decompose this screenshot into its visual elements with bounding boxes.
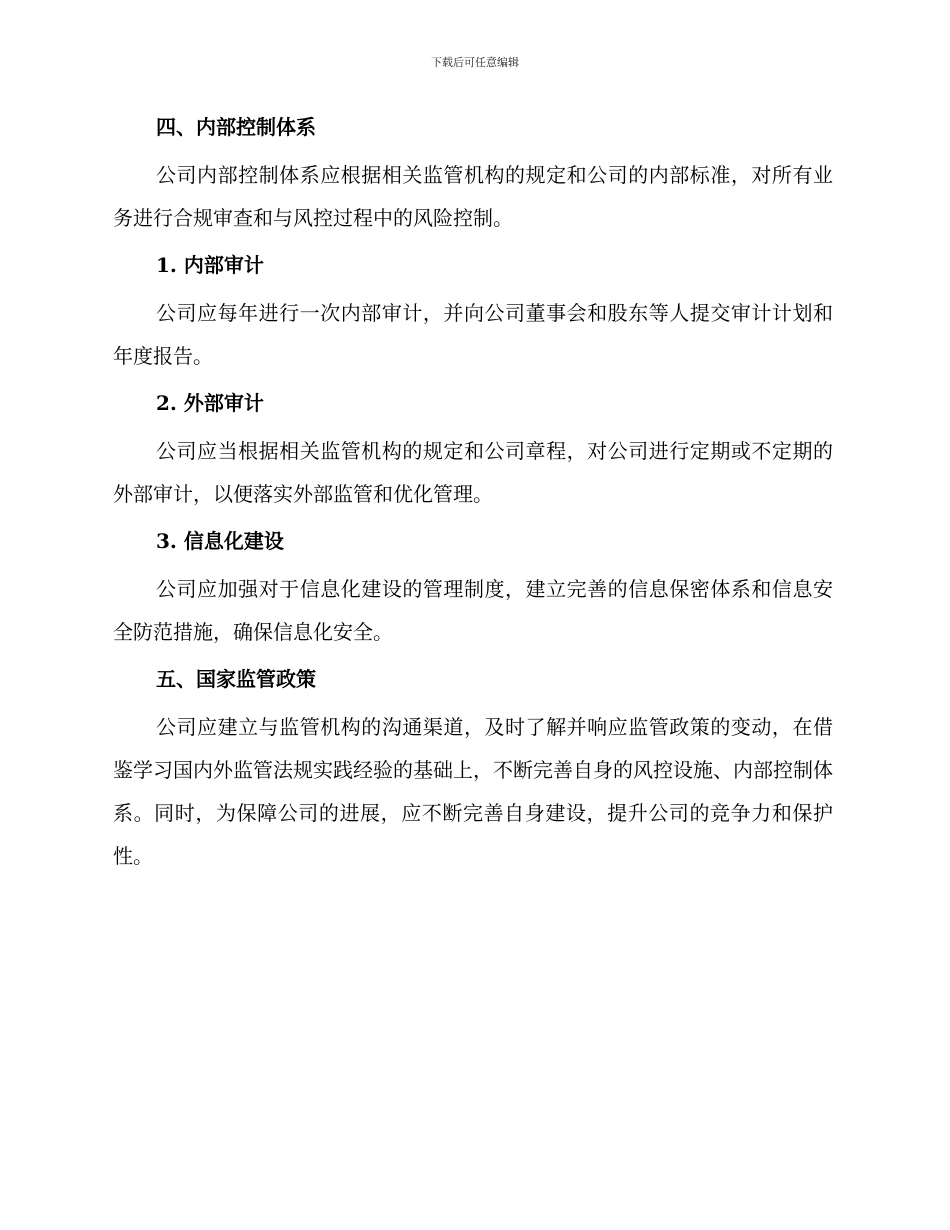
section-paragraph-internal-control: 公司内部控制体系应根据相关监管机构的规定和公司的内部标准，对所有业务进行合规审查和与风控过程中的风险控制。: [113, 163, 833, 230]
page-header-note: 下载后可任意编辑: [431, 56, 519, 69]
section-paragraph-national-policy: 公司应建立与监管机构的沟通渠道，及时了解并响应监管政策的变动，在借鉴学习国内外监管法规实践经验的基础上，不断完善自身的风控设施、内部控制体系。同时，为保障公司的进展，应不断完善自身建设，提升公司的竞争力和保护性。: [113, 715, 833, 868]
section-heading-internal-audit: 1. 内部审计: [156, 253, 264, 277]
section-heading-external-audit: 2. 外部审计: [156, 391, 264, 415]
section-heading-it-construction: 3. 信息化建设: [156, 529, 284, 553]
document-body: [113, 108, 833, 878]
section-paragraph-external-audit: 公司应当根据相关监管机构的规定和公司章程，对公司进行定期或不定期的外部审计，以便落实外部监管和优化管理。: [113, 439, 833, 506]
section-heading-national-policy: 五、国家监管政策: [156, 667, 316, 691]
section-heading-internal-control: 四、内部控制体系: [156, 115, 316, 139]
section-paragraph-internal-audit: 公司应每年进行一次内部审计，并向公司董事会和股东等人提交审计计划和年度报告。: [113, 301, 833, 368]
section-paragraph-it-construction: 公司应加强对于信息化建设的管理制度，建立完善的信息保密体系和信息安全防范措施，确保信息化安全。: [113, 577, 833, 644]
